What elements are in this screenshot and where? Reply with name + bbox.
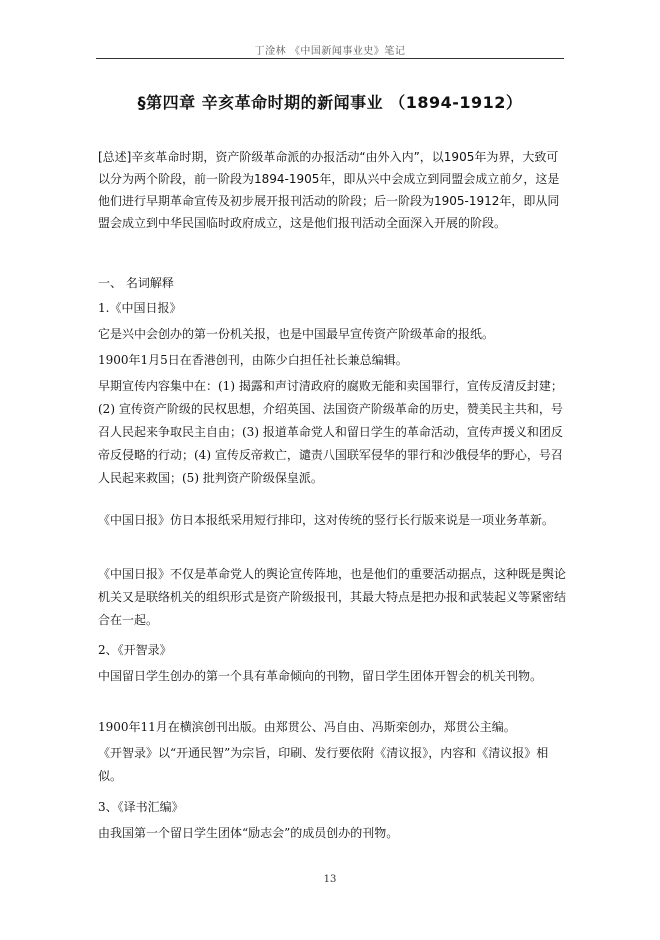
section-heading: 一、 名词解释 <box>98 276 174 290</box>
term-heading: 2、《开智录》 <box>98 643 172 657</box>
term-heading: 1.《中国日报》 <box>98 301 182 315</box>
term-paragraph: 早期宣传内容集中在：(1) 揭露和声讨清政府的腐败无能和卖国罪行，宣传反清反封建；(2) 宣传资产阶级的民权思想，介绍英国、法国资产阶级革命的历史，赞美民主共和，号召人民起来争取民主自由；(3) 报道革命党人和留日学生的革命活动，宣传声援义和团反帝反侵略的行动；(4) 宣传反帝救亡，谴责八国联军侵华的罪行和沙俄侵华的野心，号召人民起来救国；(5) 批判资产阶级保皇派。 <box>98 379 563 485</box>
term-heading: 3、《译书汇编》 <box>98 800 184 814</box>
chapter-title: §第四章 辛亥革命时期的新闻事业 （1894-1912） <box>137 93 523 112</box>
term-paragraph: 《开智录》以“开通民智”为宗旨，印刷、发行要依附《清议报》，内容和《清议报》相似。 <box>98 746 549 783</box>
term-paragraph: 它是兴中会创办的第一份机关报，也是中国最早宣传资产阶级革命的报纸。 <box>98 327 495 341</box>
term-paragraph: 1900年11月在横滨创刊出版。由郑贯公、冯自由、冯斯栾创办，郑贯公主编。 <box>98 720 516 734</box>
term-paragraph: 由我国第一个留日学生团体“励志会”的成员创办的刊物。 <box>98 826 399 840</box>
term-paragraph: 《中国日报》不仅是革命党人的舆论宣传阵地，也是他们的重要活动据点，这种既是舆论机关又是联络机关的组织形式是资产阶级报刊，其最大特点是把办报和武装起义等紧密结合在一起。 <box>98 567 567 627</box>
term-paragraph: 1900年1月5日在香港创刊，由陈少白担任社长兼总编辑。 <box>98 353 408 367</box>
header-rule <box>96 58 564 59</box>
running-header: 丁淦林 《中国新闻事业史》笔记 <box>254 46 406 57</box>
chapter-summary: [总述]辛亥革命时期，资产阶级革命派的办报活动“由外入内”，以1905年为界，大致可以分为两个阶段，前一阶段为1894-1905年，即从兴中会成立到同盟会成立前夕，这是他们进行早期革命宣传及初步展开报刊活动的阶段；后一阶段为1905-1912年，即从同盟会成立到中华民国临时政府成立，这是他们报刊活动全面深入开展的阶段。 <box>98 150 560 230</box>
term-paragraph: 《中国日报》仿日本报纸采用短行排印，这对传统的竖行长行版来说是一项业务革新。 <box>98 513 555 527</box>
term-paragraph: 中国留日学生创办的第一个具有革命倾向的刊物，留日学生团体开智会的机关刊物。 <box>98 669 543 683</box>
page-number: 13 <box>323 874 337 885</box>
